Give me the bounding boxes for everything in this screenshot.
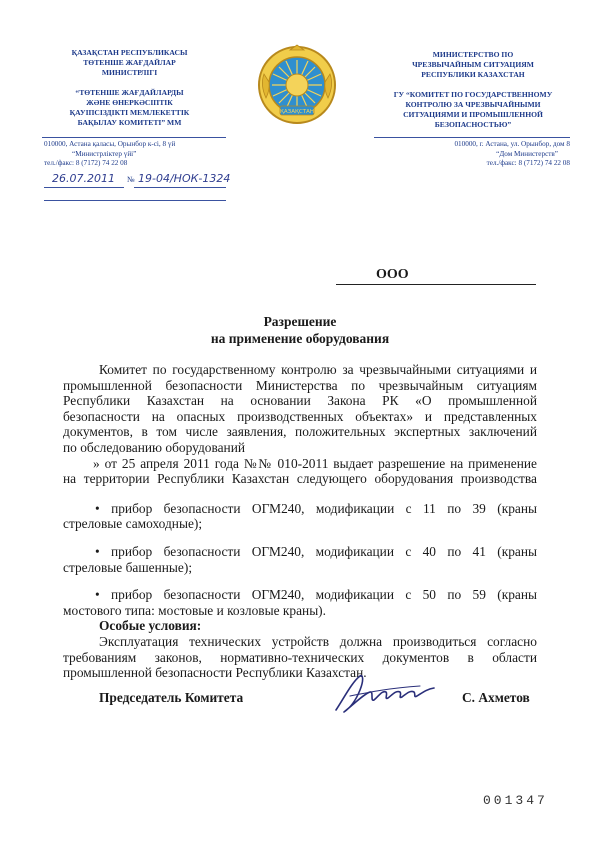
left-address bbox=[44, 140, 175, 169]
left-committee-line: “ТӨТЕНШЕ ЖАҒДАЙЛАРДЫ bbox=[75, 88, 184, 97]
left-address-line: “Министрліктер үйі” bbox=[72, 149, 137, 158]
paragraph1-line: документов, в том числе заявления, положительных экспертных заключений bbox=[63, 424, 537, 440]
left-committee-line: ЖӘНЕ ӨНЕРКӘСІПТІК bbox=[86, 98, 173, 107]
left-address-line: 010000, Астана қаласы, Орынбор к-сі, 8 үй bbox=[44, 140, 176, 148]
right-committee-line: БЕЗОПАСНОСТЬЮ” bbox=[434, 120, 512, 129]
bullet-item: • прибор безопасности ОГМ240, модификации с 40 по 41 (краны bbox=[95, 543, 537, 559]
left-org-line: ТӨТЕНШЕ ЖАҒДАЙЛАР bbox=[83, 58, 176, 67]
right-committee-line: СИТУАЦИЯМИ И ПРОМЫШЛЕННОЙ bbox=[403, 110, 543, 119]
date-underline-2 bbox=[44, 200, 226, 201]
signatory-title: Председатель Комитета bbox=[99, 690, 244, 705]
right-address bbox=[420, 140, 570, 169]
signatory-name: С. Ахметов bbox=[462, 690, 530, 705]
document-body bbox=[63, 362, 537, 681]
left-org-name bbox=[42, 48, 217, 78]
state-emblem bbox=[256, 44, 338, 126]
special-conditions-line: промышленной безопасности Республики Казахстан. bbox=[63, 665, 367, 681]
bullet-item-cont: стреловые самоходные); bbox=[63, 516, 203, 532]
number-underline bbox=[134, 187, 226, 188]
right-address-line: тел./факс: 8 (7172) 74 22 08 bbox=[486, 159, 570, 167]
handwritten-signature bbox=[330, 668, 450, 718]
right-org-line: ЧРЕЗВЫЧАЙНЫМ СИТУАЦИЯМ bbox=[412, 60, 534, 69]
left-org-line: ҚАЗАҚСТАН РЕСПУБЛИКАСЫ bbox=[71, 48, 188, 57]
paragraph1-line: по обследованию оборудований bbox=[63, 439, 246, 455]
document-title bbox=[150, 313, 450, 347]
recipient-underline bbox=[336, 284, 536, 285]
right-org-line: РЕСПУБЛИКИ КАЗАХСТАН bbox=[421, 70, 525, 79]
paragraph1-line: Комитет по государственному контролю за чрезвычайными ситуациями и bbox=[99, 362, 537, 377]
right-committee-line: ГУ “КОМИТЕТ ПО ГОСУДАРСТВЕННОМУ bbox=[393, 90, 553, 99]
paragraph1-line: Республики Казахстан на основании Закона РК «О промышленной bbox=[63, 393, 537, 409]
paragraph2-line: на территории Республики Казахстан следующего оборудования производства bbox=[63, 471, 537, 487]
paragraph2-line: » от 25 апреля 2011 года №№ 010-2011 выдает разрешение на применение bbox=[93, 455, 537, 471]
left-committee-line: БАҚЫЛАУ КОМИТЕТІ” ММ bbox=[77, 118, 182, 127]
right-address-line: “Дом Министерств” bbox=[496, 149, 558, 158]
document-date: 26.07.2011 bbox=[52, 172, 115, 185]
right-committee-line: КОНТРОЛЮ ЗА ЧРЕЗВЫЧАЙНЫМИ bbox=[405, 100, 541, 109]
special-conditions-line: требованиям законов, нормативно-технических документов в области bbox=[63, 649, 537, 665]
paragraph1-line: промышленной безопасности Министерства по чрезвычайным ситуациям bbox=[63, 377, 537, 393]
recipient: ООО bbox=[376, 267, 409, 282]
number-sign: № bbox=[127, 175, 135, 184]
document-number: 19-04/НОК-1324 bbox=[138, 172, 231, 185]
paragraph1-line: безопасности на опасных производственных объектах» и представленных bbox=[63, 408, 537, 424]
right-address-line: 010000, г. Астана, ул. Орынбор, дом 8 bbox=[454, 140, 570, 148]
right-org-name bbox=[378, 50, 568, 80]
bullet-item: • прибор безопасности ОГМ240, модификации с 50 по 59 (краны bbox=[95, 587, 537, 603]
title-line: Разрешение bbox=[263, 314, 337, 329]
special-conditions-line: Эксплуатация технических устройств должна производиться согласно bbox=[99, 633, 537, 649]
special-conditions-heading: Особые условия: bbox=[99, 618, 202, 634]
bullet-item-cont: мостового типа: мостовые и козловые краны). bbox=[63, 602, 326, 618]
emblem-text: ҚАЗАҚСТАН bbox=[280, 109, 314, 115]
bullet-item-cont: стреловые башенные); bbox=[63, 559, 193, 575]
header-divider-left bbox=[42, 137, 226, 138]
right-committee-name bbox=[373, 90, 573, 130]
header-divider-right bbox=[374, 137, 570, 138]
left-org-line: МИНИСТРЛІГІ bbox=[101, 68, 158, 77]
serial-number: 001347 bbox=[483, 793, 548, 808]
bullet-item: • прибор безопасности ОГМ240, модификации с 11 по 39 (краны bbox=[95, 500, 537, 516]
left-committee-name bbox=[42, 88, 217, 128]
left-address-line: тел./факс: 8 (7172) 74 22 08 bbox=[44, 159, 128, 167]
left-committee-line: ҚАУІПСІЗДІКТІ МЕМЛЕКЕТТІК bbox=[69, 108, 190, 117]
right-org-line: МИНИСТЕРСТВО ПО bbox=[432, 50, 514, 59]
title-line: на применение оборудования bbox=[210, 331, 390, 346]
date-underline bbox=[44, 187, 124, 188]
